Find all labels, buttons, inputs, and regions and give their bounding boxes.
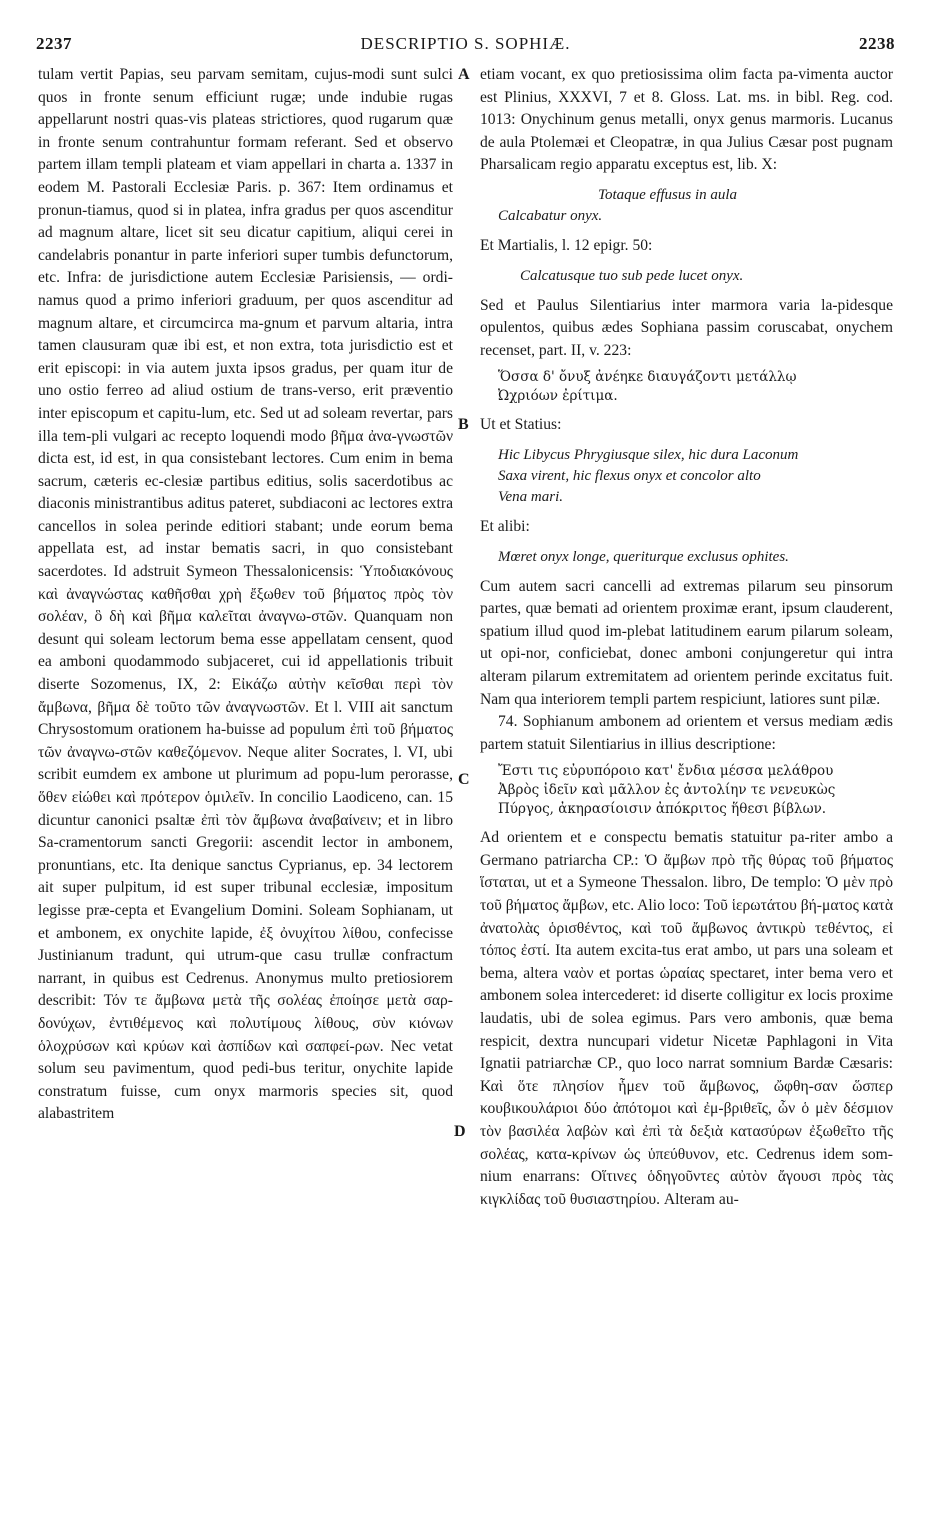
greek-line: Ἀβρὸς ἰδεῖν καὶ μᾶλλον ἐς ἀντολίην τε νενευκὼς bbox=[498, 782, 836, 799]
left-page-number: 2237 bbox=[36, 34, 72, 53]
paragraph-section-74: 74. Sophianum ambonem ad orientem et versus mediam ædis partem statuit Silentiarius in illius descriptione: bbox=[480, 713, 893, 753]
running-header bbox=[36, 34, 895, 58]
margin-letter-a: A bbox=[458, 66, 470, 83]
verse-alibi: Mœret onyx longe, queriturque exclusus ophites. bbox=[498, 548, 789, 565]
paragraph-statius: Ut et Statius: bbox=[480, 416, 562, 434]
right-column bbox=[480, 64, 893, 1211]
greek-quote-onyx bbox=[498, 368, 893, 406]
verse-martialis: Calcatusque tuo sub pede lucet onyx. bbox=[520, 267, 744, 284]
margin-letter-b: B bbox=[458, 416, 469, 433]
paragraph-silentiarius: Sed et Paulus Silentiarius inter marmora varia la-pidesque opulentos, quibus ædes Sophiana passim coruscabat, onychem recenset, part. II, v. 223: bbox=[480, 296, 893, 359]
paragraph-ambo-orientem: Ad orientem et e conspectu bematis statuitur pa-riter ambo a Germano patriarcha CP.: Ὁ ἄμβων πρὸ τῆς θύρας τοῦ βήματος ἵσταται, ut et a Symeone Thessalon. libro, De templo: Ὁ μὲν πρὸ τοῦ βήματος ἄμβων, etc. Alio loco: Τοῦ ἱερωτάτου βή-ματος κατὰ ἀνατολὰς ὁρισθέντος, καὶ τοῦ ἄμβωνος ἀντικρὺ τεθέντος, εἰ τόπος ἐστί. Ita autem excita-tus erat ambo, ut pars una soleam et bema, altera ναὸν et portas ὡραίας spectaret, inter bema vero et ambonem solea intercederet: id diserte colligitur ex locis proxime laudatis, ubi de solea egimus. Pars vero ambonis, quæ bema respicit, dextra nuncupari videtur Nicetæ Paphlagoni in Vita Ignatii patriarchæ CP., quo loco narrat somnium Bardæ Cæsaris: Καὶ ὅτε πλησίον ἦμεν τοῦ ἄμβωνος, ὤφθη-σαν ὥσπερ κουβικουλάριοι δύο ἀπότομοι καὶ ἐμ-βριθεῖς, ὧν ὁ μὲν δέσμιον τὸν βασιλέα λαβὼν καὶ ἐπὶ τὰ δεξιὰ κατασύρων ἐξωθεῖτο τῆς σολέας, κατα-κρίνων ὡς ὑπεύθυνον, etc. Cedrenus idem som-nium enarrans: Οἵτινες ὁδηγοῦντες αὐτὸν ἄγουσι πρὸς τὰς κιγκλίδας τοῦ θυσιαστηρίου. Alteram au- bbox=[480, 829, 893, 1208]
right-page-number: 2238 bbox=[859, 34, 895, 53]
verse-statius bbox=[498, 445, 893, 508]
greek-line: Ὅσσα δ' ὄνυξ ἀνέηκε διαυγάζοντι μετάλλῳ bbox=[498, 369, 797, 386]
verse-line: Totaque effusus in aula bbox=[598, 186, 738, 203]
verse-line: Hic Libycus Phrygiusque silex, hic dura Laconum bbox=[498, 446, 799, 463]
running-title: DESCRIPTIO S. SOPHIÆ. bbox=[360, 34, 571, 53]
left-column-text: tulam vertit Papias, seu parvam semitam, cujus-modi sunt sulci quos in fronte senum efficiunt rugæ; unde indubie rugas appellarunt nostri quas-vis plateas strictiores, quod rugarum quæ in fronte senum contrahuntur formam referant. Sed et observo partem illam templi plateam et viam appellari in charta a. 1337 in eodem M. Pastorali Ecclesiæ Paris. p. 367: Item ordinamus et pronun-tiamus, quod si in platea, infra gradus per quos ascenditur ad magnum altare, licet sit seu dicatur capitium, aliqui cerei in candelabris ponantur in parte inferiori super tumbis defunctorum, etc. Infra: de jurisdictione autem Ecclesiæ Parisiensis, — ordi-namus quod a primo inferiori graduum, per quos ascenditur ad magnum altare, et circumcirca ma-gnum et parvum altaria, intra tamen clausuram quæ ibi est, et non extra, tota jurisdictio est et erit episcopi: in via autem juxta ipsos gradus, per quam itur de uno ostio ferreo ad aliud ostium de trans-verso, erit præventio inter episcopum et capitu-lum, etc. Sed ut ad soleam revertar, pars illa tem-pli vulgari ac recepto loquendi modo βῆμα ἀνα-γνωστῶν dicta est, id est, in qua consistebant lectores. Cum enim in bema sacrum, cæteris ec-clesiæ partibus editius, solis sacerdotibus ac diaconis ministrantibus aditus pateret, subdiaconi ac lectores extra cancellos in solea perinde editiori stabant; unde eorum bema appellata est, ad instar bematis sacri, in quo consistebant sacerdotes. Id adstruit Symeon Thessalonicensis: Ὑποδιακόνους καὶ ἀναγνώστας καθῆσθαι χρὴ ἔξωθεν τοῦ βήματος πρὸς τὸν σολέαν, ὃ δὴ καὶ βῆμα καλεῖται ἀναγνω-στῶν. Quanquam non desunt qui soleam lectorum bema esse appellatam censent, quod ea amboni quodammodo subjaceret, cui id appellationis tribuit diserte Sozomenus, IX, 2: Εἰκάζω αὐτὴν κεῖσθαι περὶ τὸν ἄμβωνα, βῆμα δὲ τοῦτο τῶν ἀναγνωστῶν. Et l. VIII ait sanctum Chrysostomum orationem ha-buisse ad populum ἐπὶ τοῦ βήματος τῶν ἀναγνω-στῶν καθεζόμενον. Neque aliter Socrates, l. VI, ubi scribit eumdem ex ambone ut plurimum ad popu-lum perorasse, ὅθεν εἰώθει καὶ πρότερον ὁμιλεῖν. In concilio Laodiceno, can. 15 dicuntur canonici psaltæ ἐπὶ τὸν ἄμβωνα ἀναβαίνειν; et in libro Sa-cramentorum sancti Gregorii: ascendit lector in ambonem, pronuntians, etc. Ita denique sanctus Cyprianus, ep. 34 lectorem ait super pulpitum, id est super tribunal ecclesiæ, impositum legisse præ-cepta et Evangelium Domini. Soleam Sophianam, ut et ambonem, ex onychite lapide, ἐξ ὀνυχίτου λίθου, confecisse Justinianum tradunt, qui utrum-que casu trullæ confractum narrant, in quibus est Cedrenus. Anonymus multo pretiosiorem describit: Τόν τε ἄμβωνα μετὰ τῆς σολέας ἐποίησε μετὰ σαρ-δονύχων, ἐντιθέμενος καὶ πολυτίμους λίθους, σὺν κιόνων ὁλοχρύσων καὶ κρύων καὶ ἀσπίδων καὶ σαπφεί-ρων. Nec vetat solum seu pavimentum, quod pedi-bus teritur, onychite lapide constratum fuisse, cum onyx marmoris species sit, quod alabastritem bbox=[38, 66, 453, 1123]
verse-lucanus bbox=[498, 185, 893, 227]
greek-line: Πύργος, ἀκηρασίοισιν ἀπόκριτος ἥθεσι βίβλων. bbox=[498, 801, 827, 818]
greek-line: Ἔστι τις εὐρυπόροιο κατ' ἔνδια μέσσα μελάθρου bbox=[498, 763, 834, 780]
paragraph-cancelli: Cum autem sacri cancelli ad extremas pilarum seu pinsorum partes, quæ bemati ad orientem proximæ erant, ipsum clauderent, spatium illud quod im-plebat latitudinem earum pilarum soleam, ut opi-nor, conficiebat, donec amboni conjungeretur qui intra alteram pilarum extremitatem ad orientem perinde excitatus fuit. Nam qua interiorem templi partem respiciunt, latiores sunt pilæ. bbox=[480, 577, 893, 708]
verse-line: Calcabatur onyx. bbox=[498, 207, 603, 224]
greek-quote-ambo bbox=[498, 762, 893, 819]
greek-line: Ὠχριόων ἐρίτιμα. bbox=[498, 388, 618, 405]
verse-line: Saxa virent, hic flexus onyx et concolor alto bbox=[498, 467, 761, 484]
paragraph-alibi: Et alibi: bbox=[480, 517, 530, 535]
margin-letter-d: D bbox=[454, 1123, 466, 1140]
left-column bbox=[38, 64, 453, 1126]
paragraph-martialis: Et Martialis, l. 12 epigr. 50: bbox=[480, 236, 653, 254]
verse-line: Vena mari. bbox=[498, 488, 563, 505]
margin-letter-c: C bbox=[458, 771, 470, 788]
paragraph-lucanus-intro: etiam vocant, ex quo pretiosissima olim facta pa-vimenta auctor est Plinius, XXXVI, 7 et 8. Gloss. Lat. ms. in bibl. Reg. cod. 1013: Onychinum genus metalli, onyx genus marmoris. Lucanus de aula Ptolemæi et Cleopatræ, in qua Julius Cæsar post pugnam Pharsalicam regio apparatu exceptus est, lib. X: bbox=[480, 66, 893, 174]
